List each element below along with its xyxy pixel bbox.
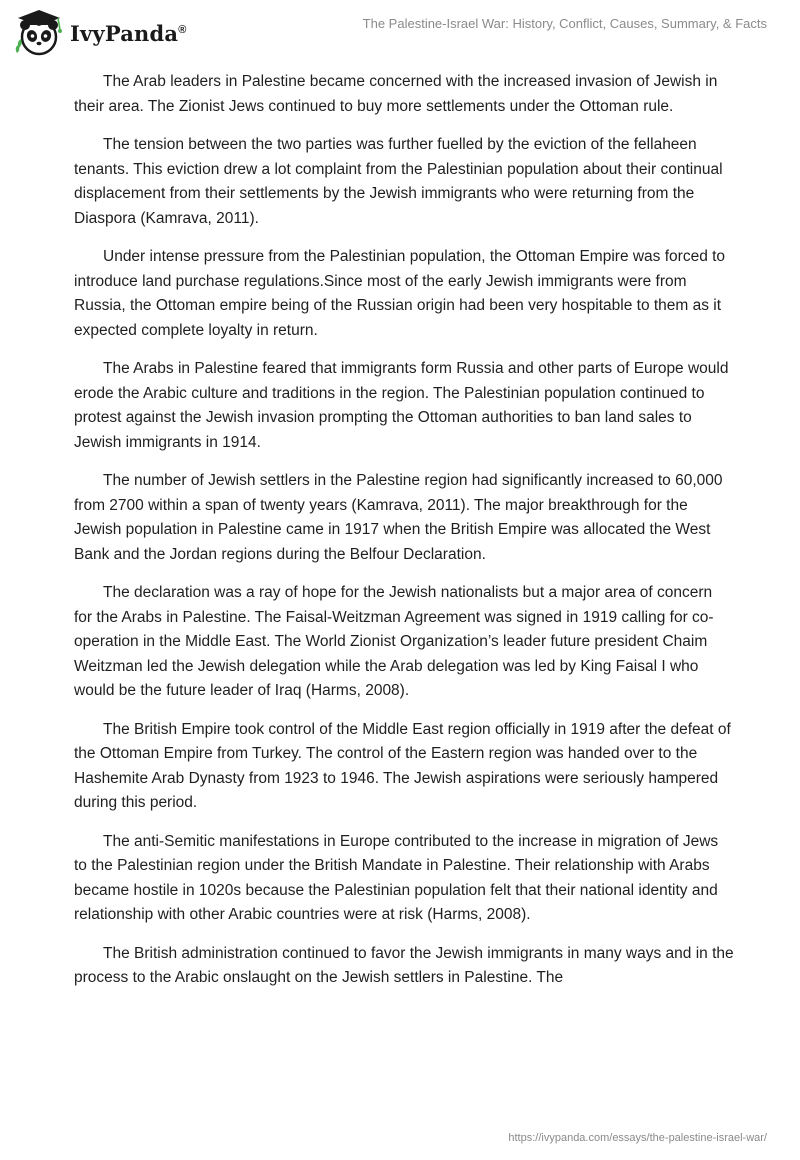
brand-name xyxy=(70,21,187,46)
paragraph: The British Empire took control of the Middle East region officially in 1919 after the defeat of the Ottoman Empire from Turkey. The control of the Eastern region was handed over to the Hashemite Arab Dynasty from 1923 to 1946. The Jewish aspirations were seriously hampered during this period. xyxy=(74,720,731,811)
panda-graduation-cap-icon xyxy=(14,8,64,58)
paragraph: The British administration continued to favor the Jewish immigrants in many ways and in the process to the Arabic onslaught on the Jewish settlers in Palestine. The xyxy=(74,944,734,986)
brand-name-text: IvyPanda xyxy=(70,20,179,46)
ivypanda-logo[interactable] xyxy=(14,8,187,58)
page-header xyxy=(0,0,800,70)
paragraph: The declaration was a ray of hope for the Jewish nationalists but a major area of concern for the Arabs in Palestine. The Faisal-Weitzman Agreement was signed in 1919 calling for co-operation in the Middle East. The World Zionist Organization’s leader future president Chaim Weitzman led the Jewish delegation while the Arab delegation was led by King Faisal I who would be the future leader of Iraq (Harms, 2008). xyxy=(74,584,714,699)
paragraph: The Arab leaders in Palestine became concerned with the increased invasion of Jewish in their area. The Zionist Jews continued to buy more settlements under the Ottoman rule. xyxy=(74,73,718,115)
paragraph: The number of Jewish settlers in the Palestine region had significantly increased to 60,000 from 2700 within a span of twenty years (Kamrava, 2011). The major breakthrough for the Jewish population in Palestine came in 1917 when the British Empire was allocated the West Bank and the Jordan regions during the Belfour Declaration. xyxy=(74,472,723,563)
essay-body xyxy=(74,70,734,1005)
registered-mark: ® xyxy=(178,23,187,36)
source-url[interactable]: https://ivypanda.com/essays/the-palestine-israel-war/ xyxy=(508,1132,767,1144)
paragraph: Under intense pressure from the Palestinian population, the Ottoman Empire was forced to introduce land purchase regulations.Since most of the early Jewish immigrants were from Russia, the Ottoman empire being of the Russian origin had been very hospitable to them as it expected complete loyalty in return. xyxy=(74,248,726,339)
document-title: The Palestine-Israel War: History, Conflict, Causes, Summary, & Facts xyxy=(362,16,767,31)
paragraph: The Arabs in Palestine feared that immigrants form Russia and other parts of Europe would erode the Arabic culture and traditions in the region. The Palestinian population continued to protest against the Jewish invasion prompting the Ottoman authorities to ban land sales to Jewish immigrants in 1914. xyxy=(74,360,729,451)
paragraph: The anti-Semitic manifestations in Europe contributed to the increase in migration of Jews to the Palestinian region under the British Mandate in Palestine. Their relationship with Arabs became hostile in 1020s because the Palestinian population felt that their national identity and relationship with other Arabic countries were at risk (Harms, 2008). xyxy=(74,832,719,923)
paragraph: The tension between the two parties was further fuelled by the eviction of the fellaheen tenants. This eviction drew a lot complaint from the Palestinian population about their continual displacement from their settlements by the Jewish immigrants who were returning from the Diaspora (Kamrava, 2011). xyxy=(74,136,723,227)
